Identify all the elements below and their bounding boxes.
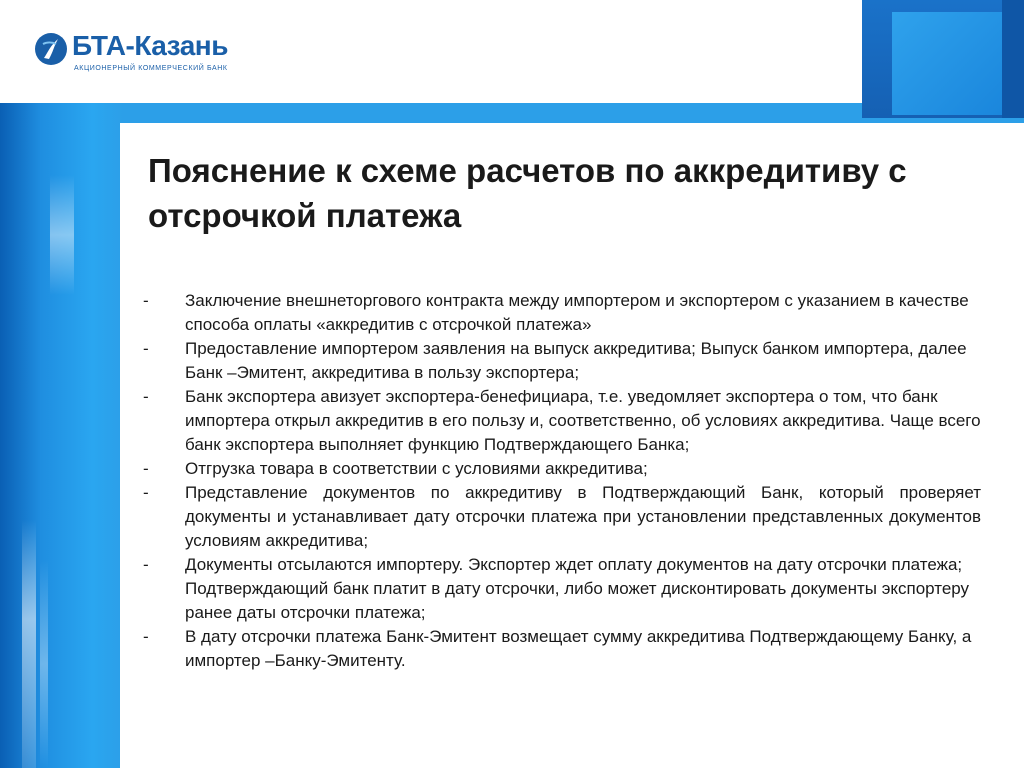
bullet-marker: -	[143, 291, 149, 310]
bullet-text: Представление документов по аккредитиву в Подтверждающий Банк, который проверяет документы и устанавливает дату отсрочки платежа при установлении представленных документов условиям аккредитива;	[185, 483, 981, 550]
decorative-stripe	[50, 175, 74, 295]
bullet-marker: -	[143, 483, 149, 502]
bullet-marker: -	[143, 339, 149, 358]
bullet-text: Предоставление импортером заявления на выпуск аккредитива; Выпуск банком импортера, далее Банк –Эмитент, аккредитива в пользу экспортера;	[185, 339, 967, 382]
bullet-text: В дату отсрочки платежа Банк-Эмитент возмещает сумму аккредитива Подтверждающему Банку, а импортер –Банку-Эмитенту.	[185, 627, 972, 670]
list-item	[143, 625, 981, 673]
bullet-marker: -	[143, 459, 149, 478]
logo-mark-icon	[34, 32, 68, 66]
bullet-list	[143, 289, 981, 673]
bullet-marker: -	[143, 387, 149, 406]
bullet-text: Банк экспортера авизует экспортера-бенефициара, т.е. уведомляет экспортера о том, что банк импортера открыл аккредитив в его пользу и, соответственно, об условиях аккредитива. Чаще всего банк экспортера выполняет функцию Подтверждающего Банка;	[185, 387, 981, 454]
list-item	[143, 337, 981, 385]
bullet-text: Отгрузка товара в соответствии с условиями аккредитива;	[185, 459, 648, 478]
bullet-marker: -	[143, 627, 149, 646]
decorative-stripe	[22, 520, 36, 768]
bullet-text: Документы отсылаются импортеру. Экспортер ждет оплату документов на дату отсрочки платежа; Подтверждающий банк платит в дату отсрочки, либо может дисконтировать документы экспортеру ранее даты отсрочки платежа;	[185, 555, 970, 622]
list-item	[143, 289, 981, 337]
slide-title: Пояснение к схеме расчетов по аккредитиву с отсрочкой платежа	[148, 152, 907, 234]
bullet-marker: -	[143, 555, 149, 574]
logo-name: БТА-Казань	[72, 30, 228, 61]
logo-subtitle: АКЦИОНЕРНЫЙ КОММЕРЧЕСКИЙ БАНК	[74, 65, 228, 72]
bank-logo	[34, 30, 234, 78]
list-item	[143, 481, 981, 553]
list-item	[143, 553, 981, 625]
corner-decoration-inner	[892, 12, 1002, 115]
bullet-text: Заключение внешнеторгового контракта между импортером и экспортером с указанием в качестве способа оплаты «аккредитив с отсрочкой платежа»	[185, 291, 969, 334]
corner-decoration-edge	[1002, 0, 1024, 118]
decorative-stripe	[40, 560, 48, 768]
list-item	[143, 385, 981, 457]
list-item	[143, 457, 981, 481]
